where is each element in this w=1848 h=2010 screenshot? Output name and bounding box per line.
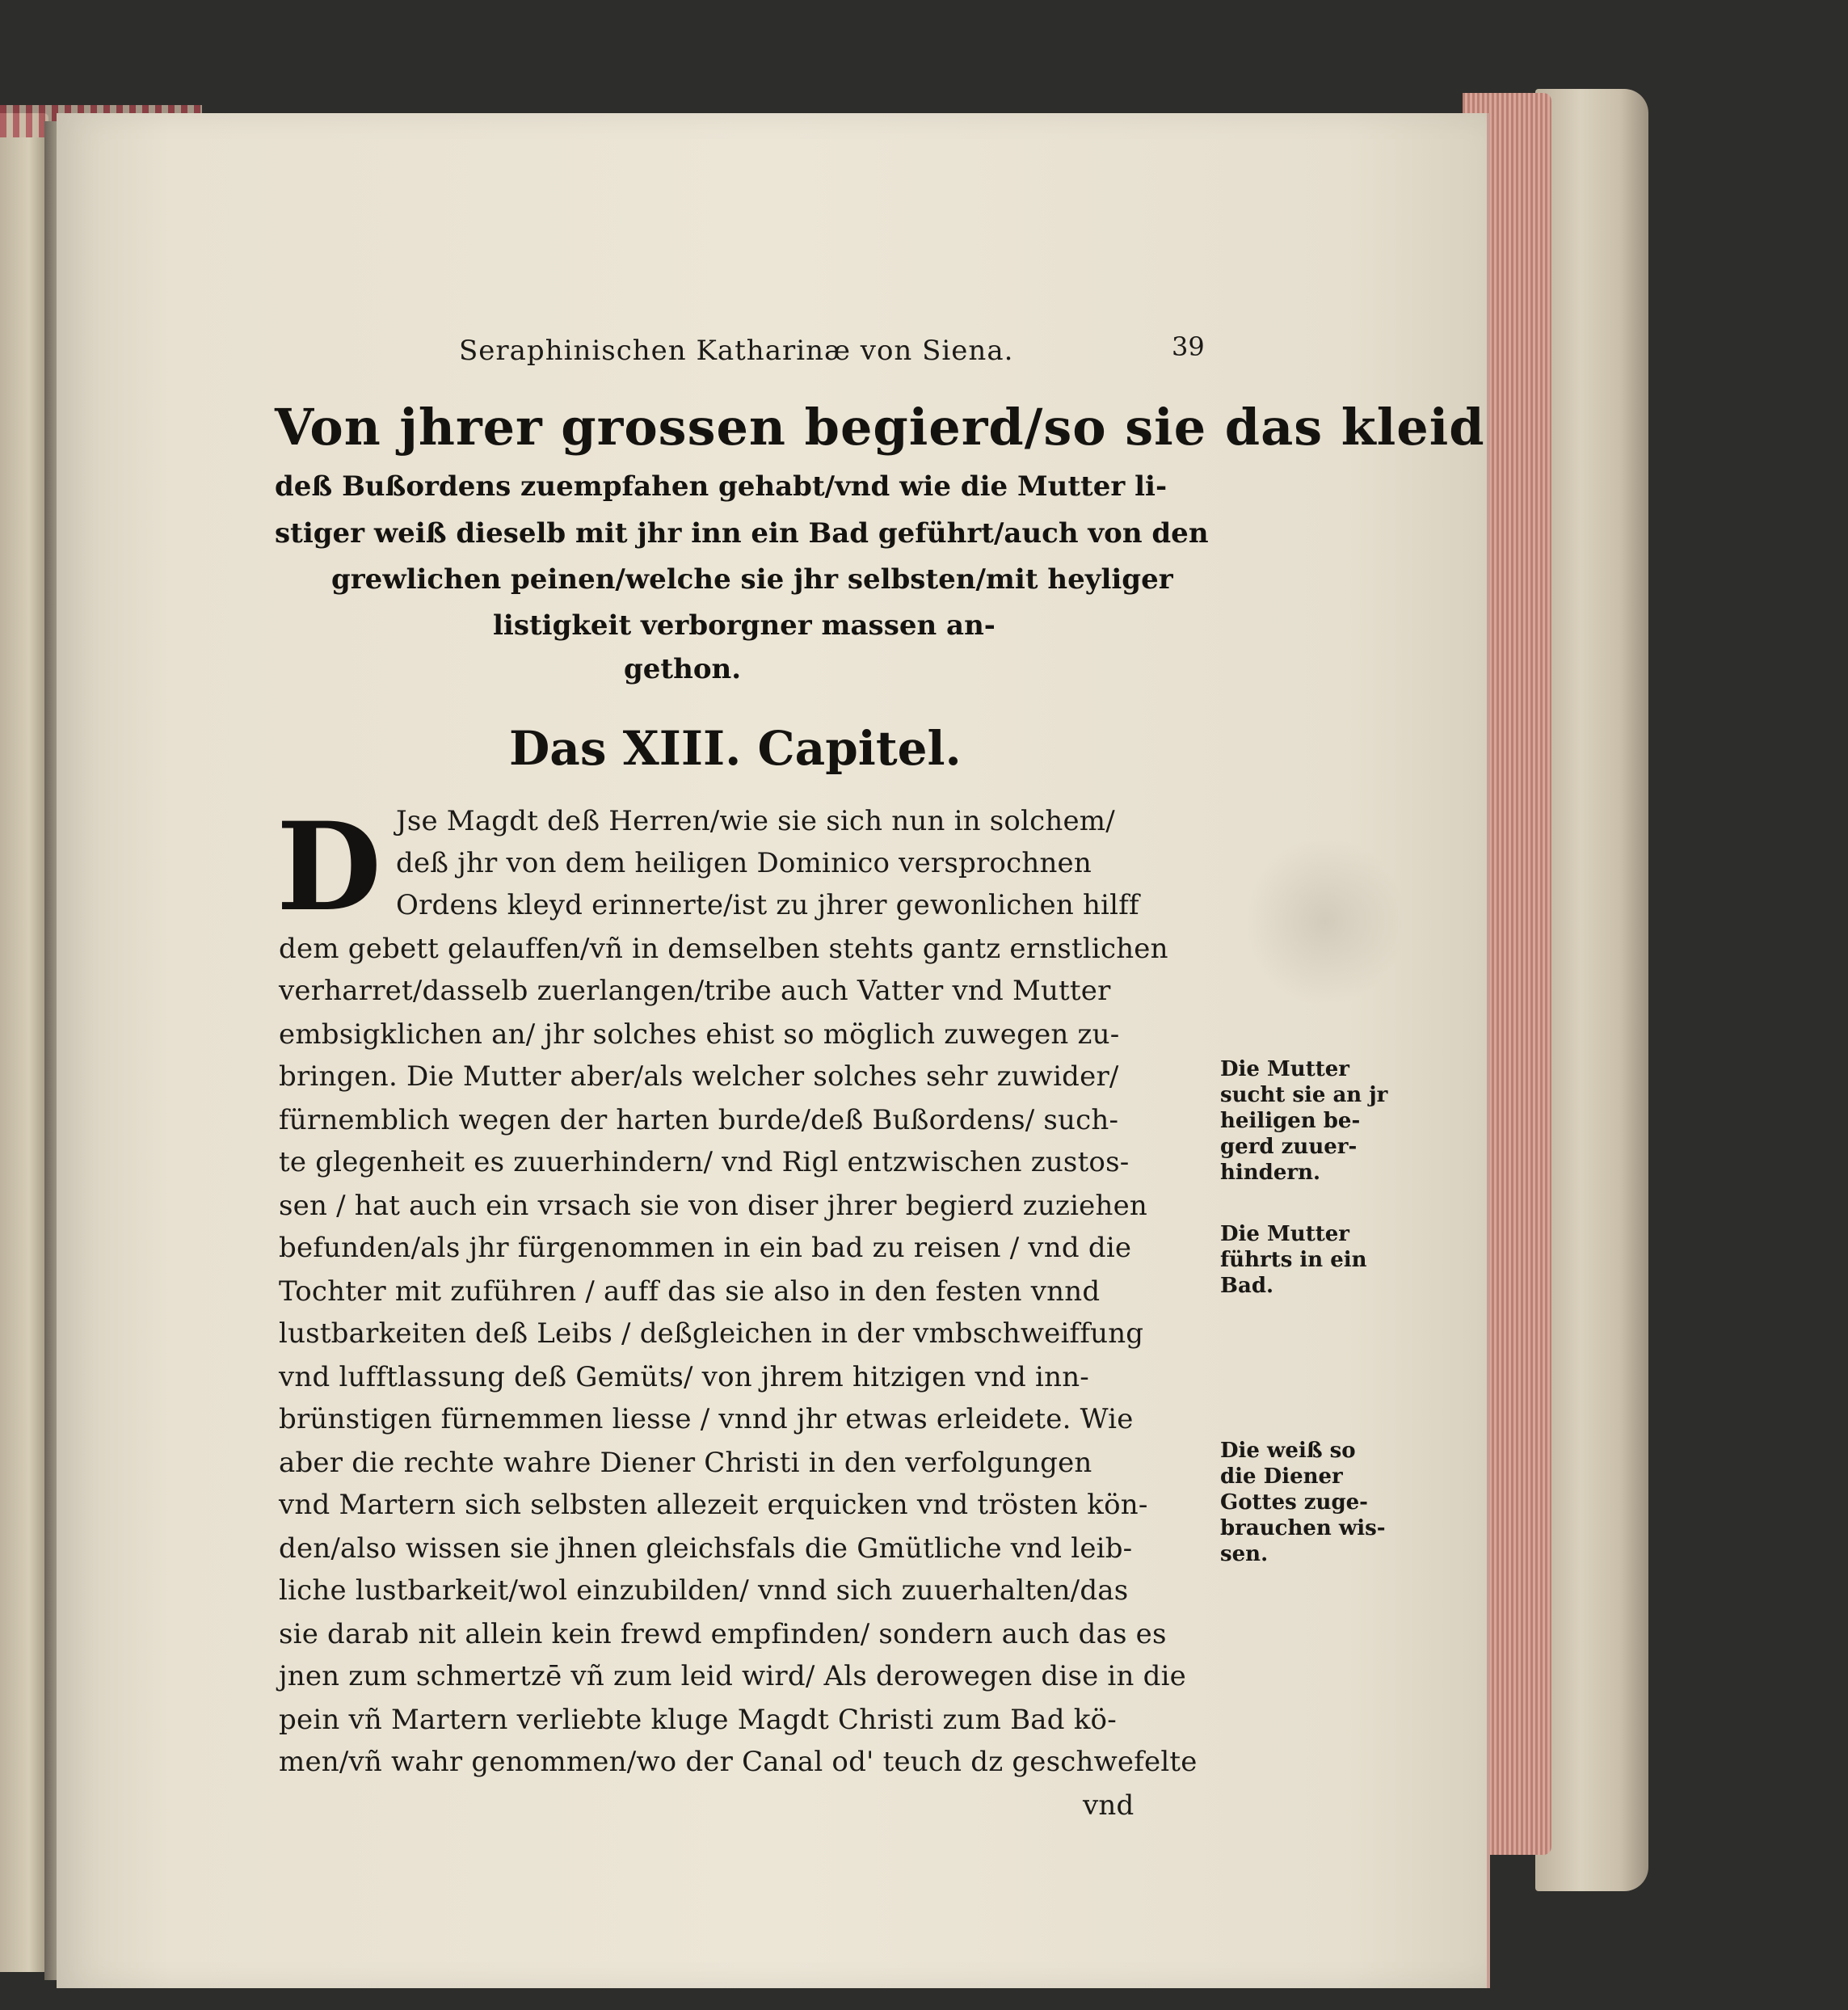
body-line: Ordens kleyd erinnerte/ist zu jhrer gewonlichen hilff [396,889,1139,921]
running-head: Seraphinischen Katharinæ von Siena. [459,335,1014,367]
margin-note-line: heiligen be- [1220,1109,1361,1133]
margin-note-line: sucht sie an jr [1220,1083,1388,1107]
margin-note-line: brauchen wis- [1220,1516,1386,1540]
body-line: embsigklichen an/ jhr solches ehist so möglich zuwegen zu- [279,1018,1120,1051]
title-line: listigkeit verborgner massen an- [493,609,996,642]
left-page-edge [0,113,48,1972]
body-line: fürnemblich wegen der harten burde/deß Bußordens/ such- [279,1104,1119,1136]
body-line: befunden/als jhr fürgenommen in ein bad zu reisen / vnd die [279,1232,1132,1264]
body-line: deß jhr von dem heiligen Dominico versprochnen [396,847,1092,879]
body-line: lustbarkeiten deß Leibs / deßgleichen in der vmbschweiffung [279,1317,1144,1350]
body-line: sen / hat auch ein vrsach sie von diser jhrer begierd zuziehen [279,1190,1147,1222]
body-line: pein vñ Martern verliebte kluge Magdt Christi zum Bad kö- [279,1704,1117,1736]
body-line: men/vñ wahr genommen/wo der Canal od' teuch dz geschwefelte [279,1746,1198,1778]
title-line: gethon. [624,653,742,685]
title-line: grewlichen peinen/welche sie jhr selbsten/mit heyliger [331,563,1173,596]
body-line: bringen. Die Mutter aber/als welcher solches sehr zuwider/ [279,1060,1119,1093]
body-line: vnd lufftlassung deß Gemüts/ von jhrem hitzigen vnd inn- [279,1361,1089,1393]
margin-note-line: Bad. [1220,1274,1274,1298]
book-page [57,113,1490,1988]
catchword: vnd [1083,1789,1134,1822]
body-line: vnd Martern sich selbsten allezeit erquicken vnd trösten kön- [279,1489,1148,1521]
body-line: te glegenheit es zuuerhindern/ vnd Rigl entzwischen zustos- [279,1146,1130,1178]
margin-note-line: sen. [1220,1542,1269,1566]
title-line: stiger weiß dieselb mit jhr inn ein Bad geführt/auch von den [275,517,1209,550]
margin-note-line: gerd zuuer- [1220,1135,1358,1159]
page-number: 39 [1172,331,1205,362]
body-line: Jse Magdt deß Herren/wie sie sich nun in solchem/ [396,805,1115,837]
body-line: sie darab nit allein kein frewd empfinden/ sondern auch das es [279,1618,1167,1650]
margin-note-line: hindern. [1220,1161,1321,1185]
title-line: Von jhrer grossen begierd/so sie das kleid [275,398,1485,457]
margin-note-line: Die Mutter [1220,1057,1349,1081]
body-line: Tochter mit zuführen / auff das sie also in den festen vnnd [279,1275,1101,1308]
drop-cap: D [276,796,382,938]
margin-note-line: Gottes zuge- [1220,1490,1368,1515]
body-line: jnen zum schmertzē vñ zum leid wird/ Als derowegen dise in die [279,1660,1186,1692]
show-through-text [1244,836,1406,1006]
title-line: deß Bußordens zuempfahen gehabt/vnd wie die Mutter li- [275,470,1168,503]
body-line: verharret/dasselb zuerlangen/tribe auch Vatter vnd Mutter [279,975,1111,1007]
margin-note-line: die Diener [1220,1464,1343,1489]
body-line: den/also wissen sie jhnen gleichsfals die Gmütliche vnd leib- [279,1532,1133,1565]
margin-note-line: Die Mutter [1220,1222,1349,1246]
body-line: dem gebett gelauffen/vñ in demselben stehts gantz ernstlichen [279,933,1168,965]
book-cover-edge [1535,89,1648,1891]
body-line: aber die rechte wahre Diener Christi in den verfolgungen [279,1447,1092,1479]
margin-note-line: führts in ein [1220,1248,1367,1272]
chapter-heading: Das XIII. Capitel. [509,721,962,776]
body-line: liche lustbarkeit/wol einzubilden/ vnnd sich zuuerhalten/das [279,1574,1129,1607]
body-line: brünstigen fürnemmen liesse / vnnd jhr etwas erleidete. Wie [279,1403,1134,1435]
margin-note-line: Die weiß so [1220,1439,1356,1463]
